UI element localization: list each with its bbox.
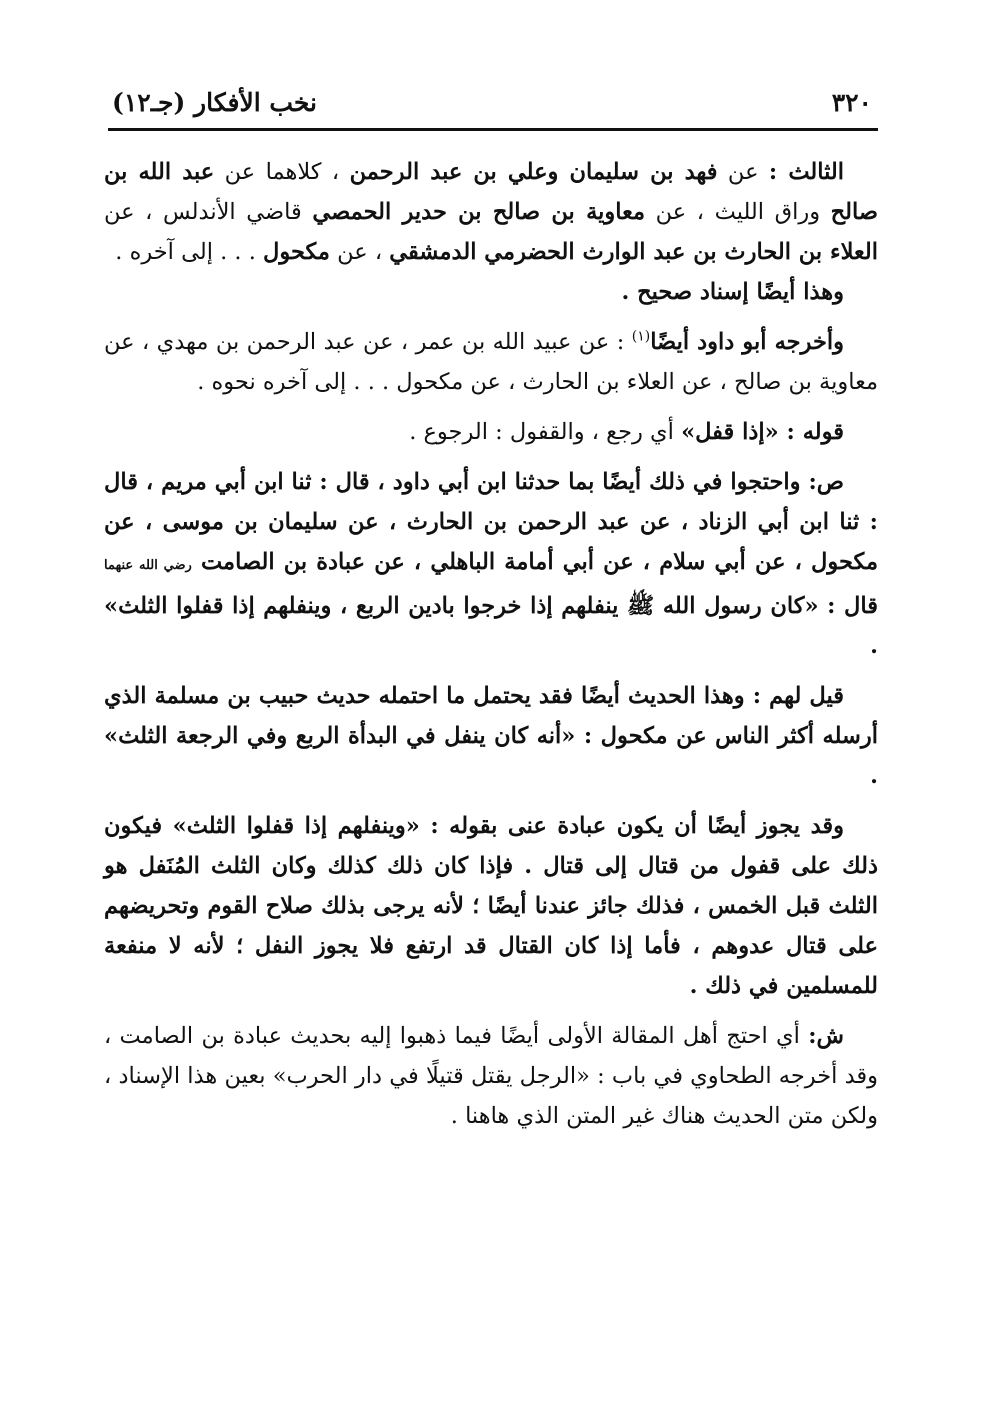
text-run: ينفلهم إذا خرجوا بادين الربع ، وينفلهم إذا قفلوا الثلث» . bbox=[104, 593, 878, 659]
text-run: وراق الليث ، عن bbox=[645, 199, 831, 225]
honorific-glyph: ﷺ bbox=[627, 593, 655, 619]
text-run: ص: واحتجوا في ذلك أيضًا بما حدثنا ابن أبي داود ، قال : ثنا ابن أبي مريم ، قال : ثنا ابن أبي الزناد ، عن عبد الرحمن بن الحارث ، عن سليمان بن موسى ، عن مكحول ، عن أبي سلام ، عن أبي أمامة الباهلي ، عن عبادة بن الصامت bbox=[104, 469, 879, 575]
paragraph-matn-sad bbox=[104, 462, 878, 666]
text-run: وهذا أيضًا إسناد صحيح . bbox=[621, 279, 844, 305]
narrator-name: فهد بن سليمان وعلي بن عبد الرحمن bbox=[349, 159, 718, 185]
text-run: : عن عبيد الله بن عمر ، عن عبد الرحمن بن مهدي ، عن معاوية بن صالح ، عن العلاء بن الحارث ، عن مكحول . . . إلى آخره نحوه . bbox=[104, 329, 878, 395]
paragraph-qila-lahum bbox=[104, 676, 878, 796]
text-run: أي رجع ، والقفول : الرجوع . bbox=[409, 419, 682, 445]
footnote-marker: (١) bbox=[631, 328, 651, 345]
narrator-name: العلاء بن الحارث بن عبد الوارث الحضرمي الدمشقي bbox=[389, 239, 878, 265]
narrator-name: معاوية بن صالح بن حدير الحمصي bbox=[312, 199, 646, 225]
text-run: قاضي الأندلس ، عن bbox=[104, 199, 313, 225]
text-run: قوله : «إذا قفل» bbox=[681, 419, 844, 445]
text-run: ، عن bbox=[330, 239, 390, 265]
page-header bbox=[108, 86, 878, 122]
page-number: ٣٢٠ bbox=[831, 88, 872, 117]
narrator-name: مكحول bbox=[263, 239, 330, 265]
paragraph-abu-dawud bbox=[104, 322, 878, 402]
text-run: أي احتج أهل المقالة الأولى أيضًا فيما ذهبوا إليه بحديث عبادة بن الصامت ، وقد أخرجه الطحاوي في باب : «الرجل يقتل قتيلًا في دار الحرب» بعين هذا الإسناد ، ولكن متن الحديث هناك غير المتن الذي هاهنا . bbox=[104, 1023, 878, 1129]
book-title: نخب الأفكار (جـ١٢) bbox=[112, 88, 318, 117]
page-body bbox=[104, 152, 878, 1136]
section-label: الثالث : bbox=[768, 159, 845, 185]
narrator-name: عبد الله بن صالح bbox=[104, 159, 878, 225]
section-label: ش: bbox=[808, 1023, 844, 1049]
header-rule bbox=[108, 128, 878, 131]
text-run: وأخرجه أبو داود أيضًا bbox=[650, 329, 845, 355]
text-run: قال : «كان رسول الله bbox=[654, 593, 878, 619]
paragraph-wa-qad-yajuz bbox=[104, 806, 878, 1006]
paragraph-qawluhu bbox=[104, 412, 878, 452]
honorific-glyph: رضي الله عنهما bbox=[104, 558, 192, 573]
text-run: عن bbox=[717, 159, 769, 185]
text-run: ، كلاهما عن bbox=[214, 159, 350, 185]
paragraph-isnad-sahih bbox=[104, 272, 878, 312]
text-run: وقد يجوز أيضًا أن يكون عبادة عنى بقوله : «وينفلهم إذا قفلوا الثلث» فيكون ذلك على قفول من قتال إلى قتال . فإذا كان ذلك كذلك وكان الثلث المُنَفل هو الثلث قبل الخمس ، فذلك جائز عندنا أيضًا ؛ لأنه يرجى بذلك صلاح القوم وتحريضهم على قتال عدوهم ، فأما إذا كان القتال قد ارتفع فلا يجوز النفل ؛ لأنه لا منفعة للمسلمين في ذلك . bbox=[104, 813, 878, 999]
text-run: قيل لهم : وهذا الحديث أيضًا فقد يحتمل ما احتمله حديث حبيب بن مسلمة الذي أرسله أكثر الناس عن مكحول : «أنه كان ينفل في البدأة الربع وفي الرجعة الثلث» . bbox=[104, 683, 878, 789]
paragraph-sharh-shin bbox=[104, 1016, 878, 1136]
text-run: . . . إلى آخره . bbox=[115, 239, 264, 265]
paragraph-chain-three bbox=[104, 152, 878, 272]
